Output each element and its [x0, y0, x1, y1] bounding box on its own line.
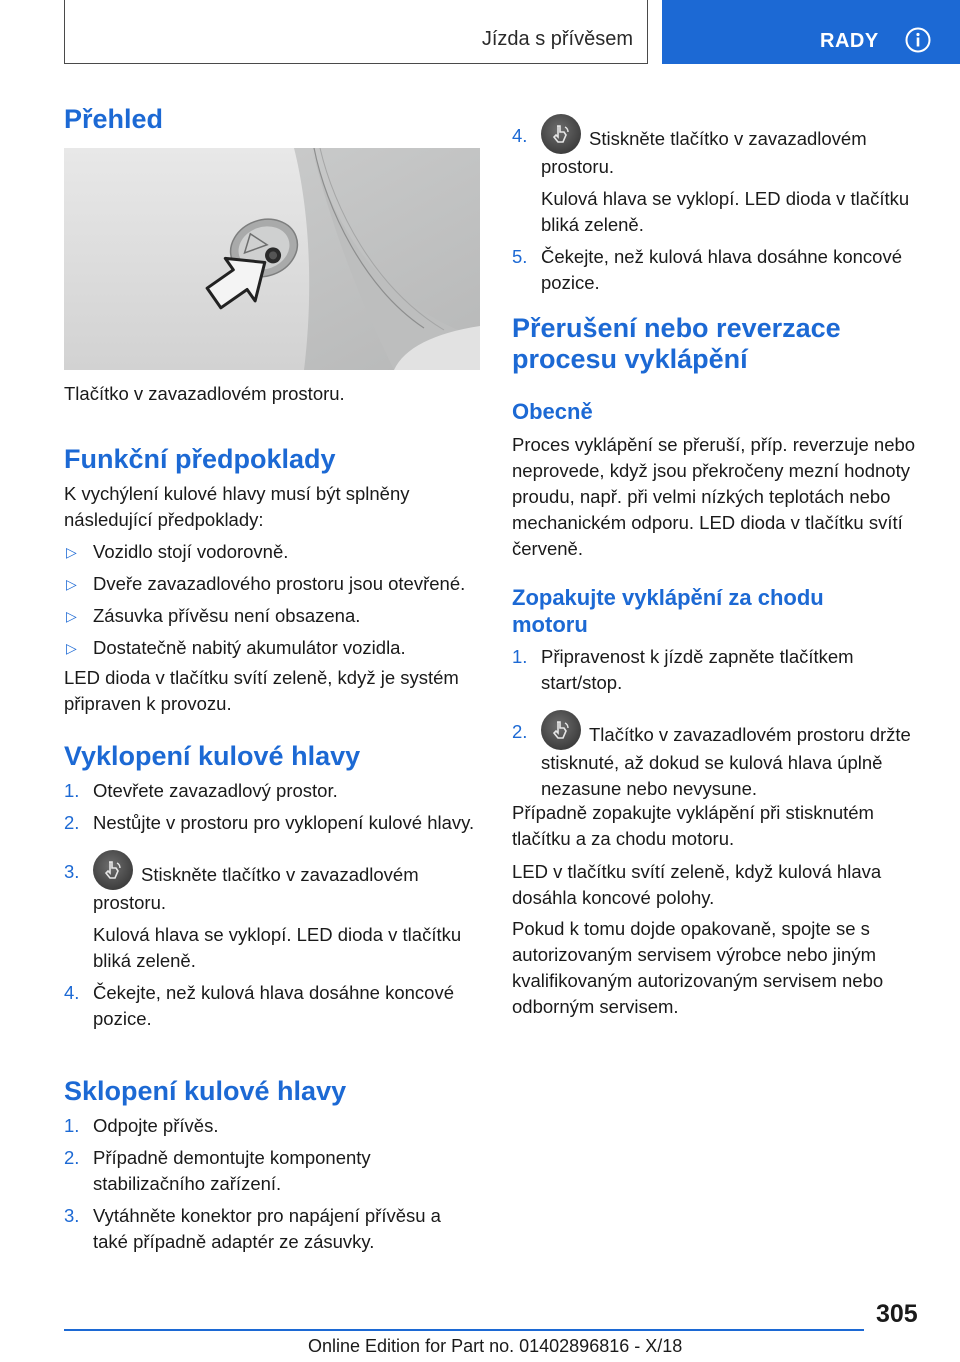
tow-hitch-button-icon [541, 114, 581, 154]
triangle-bullet-icon: ▷ [66, 544, 77, 560]
extend-steps [64, 778, 480, 1032]
tow-hitch-button-icon [93, 850, 133, 890]
photo-caption: Tlačítko v zavazadlovém prostoru. [64, 383, 345, 404]
overview-heading: Přehled [64, 104, 164, 134]
triangle-bullet-icon: ▷ [66, 608, 77, 624]
func-intro: K vychýlení kulové hlavy musí být splněny následující předpoklady: [64, 483, 410, 530]
section-title: Jízda s přívěsem [481, 28, 633, 50]
step-note: Kulová hlava se vyklopí. LED dioda v tlačítku bliká zeleně. [541, 188, 910, 235]
repeat-note-3: Pokud k tomu dojde opakovaně, spojte se s autorizovaným servisem výrobce nebo jiným kvalifikovaným autorizovaným servisem nebo odborným servisem. [512, 918, 884, 1017]
info-icon[interactable] [905, 27, 931, 53]
header-box [64, 0, 648, 64]
list-item: 5. Čekejte, než kulová hlava dosáhne koncové pozice. [512, 246, 902, 293]
list-item: 2. Nestůjte v prostoru pro vyklopení kulové hlavy. [64, 812, 475, 833]
repeat-steps [512, 644, 928, 802]
func-heading: Funkční předpoklady [64, 444, 336, 474]
list-item: ▷ Dveře zavazadlového prostoru jsou otevřené. [64, 571, 480, 597]
footer-divider [64, 1329, 864, 1331]
extend-heading: Vyklopení kulové hlavy [64, 741, 361, 771]
tab-label: RADY [820, 30, 879, 52]
repeat-heading: Zopakujte vyklápění za chodu motoru [512, 585, 824, 637]
step-note: Kulová hlava se vyklopí. LED dioda v tlačítku bliká zeleně. [93, 924, 462, 971]
list-item: 1. Odpojte přívěs. [64, 1115, 219, 1136]
func-note: LED dioda v tlačítku svítí zeleně, když je systém připraven k provozu. [64, 667, 459, 714]
header-tab-rady[interactable] [662, 0, 960, 64]
interrupt-heading: Přerušení nebo reverzace procesu vyklápění [512, 313, 841, 374]
list-item: 3. Stiskněte tlačítko v zavazadlovém prostoru. Kulová hlava se vyklopí. LED dioda v tlačítku bliká zeleně. [64, 850, 480, 974]
list-item: ▷ Zásuvka přívěsu není obsazena. [64, 603, 480, 629]
page-number: 305 [876, 1300, 918, 1328]
retract-heading: Sklopení kulové hlavy [64, 1076, 347, 1106]
general-heading: Obecně [512, 399, 593, 424]
general-text: Proces vyklápění se přeruší, příp. reverzuje nebo neprovede, když jsou překročeny mezní hodnoty proudu, např. při velmi nízkých teplotách nebo mechanickém odporu. LED dioda v tlačítku svítí červeně. [512, 434, 916, 559]
triangle-bullet-icon: ▷ [66, 576, 77, 592]
list-item: 1. Otevřete zavazadlový prostor. [64, 780, 338, 801]
repeat-note-1: Případně zopakujte vyklápění při stisknutém tlačítku a za chodu motoru. [512, 802, 874, 849]
repeat-note-2: LED v tlačítku svítí zeleně, když kulová hlava dosáhla koncové polohy. [512, 861, 882, 908]
func-list [64, 539, 480, 661]
list-item: 4. Čekejte, než kulová hlava dosáhne koncové pozice. [64, 982, 454, 1029]
list-item: 4. Stiskněte tlačítko v zavazadlovém prostoru. Kulová hlava se vyklopí. LED dioda v tlačítku bliká zeleně. [512, 114, 928, 238]
list-item: 3. Vytáhněte konektor pro napájení přívěsu a také případně adaptér ze zásuvky. [64, 1205, 441, 1252]
trunk-button-photo [64, 148, 480, 370]
list-item: ▷ Dostatečně nabitý akumulátor vozidla. [64, 635, 480, 661]
list-item: 2. Případně demontujte komponenty stabilizačního zařízení. [64, 1147, 371, 1194]
list-item: 1. Připravenost k jízdě zapněte tlačítkem start/stop. [512, 646, 854, 693]
edition-text: Online Edition for Part no. 01402896816 - X/18 [308, 1336, 683, 1356]
list-item: 2. Tlačítko v zavazadlovém prostoru držte stisknuté, až dokud se kulová hlava úplně nezasune nebo nevysune. [512, 710, 928, 802]
list-item: ▷ Vozidlo stojí vodorovně. [64, 539, 480, 565]
triangle-bullet-icon: ▷ [66, 640, 77, 656]
retract-steps [64, 1113, 480, 1255]
tow-hitch-button-icon [541, 710, 581, 750]
retract-steps-continued [512, 114, 928, 296]
